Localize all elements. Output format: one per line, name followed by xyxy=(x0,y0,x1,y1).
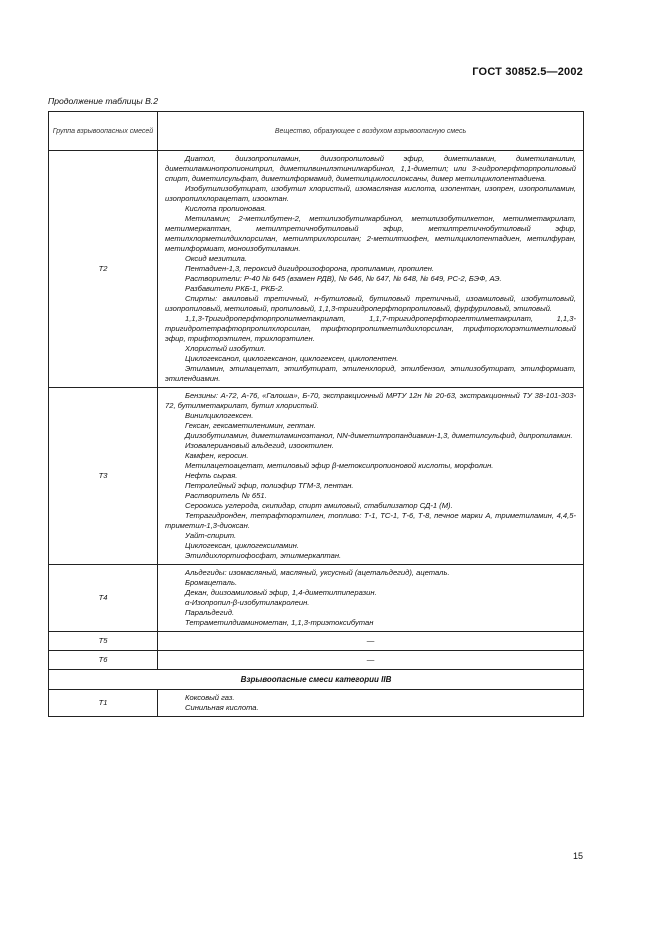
category-heading: Взрывоопасные смеси категории IIB xyxy=(49,670,584,690)
substance-line: Тетраметилдиаминометан, 1,1,3-триэтоксибутан xyxy=(185,618,374,627)
substance-line: Коксовый газ. xyxy=(185,693,235,702)
substance-line: Петролейный эфир, полиэфир ТГМ-3, пентан. xyxy=(185,481,354,490)
substances-cell: — xyxy=(158,632,584,651)
substance-line: Гексан, гексаметиленимин, гептан. xyxy=(185,421,316,430)
table-row-t1 xyxy=(49,690,584,717)
table-header-row xyxy=(49,112,584,151)
page-number: 15 xyxy=(572,851,583,861)
substance-line: 1,1,3-Тригидроперфторпропилметакрилат, 1,1,7-тригидроперфторгептилметакрилат, 1,1,3-тригидротетрафторпропилхлорсилан, трифторпропилметилдихлорсилан, трифторхлорэтилметиловый эфир, трифторэтилен, трихлорэтилен. xyxy=(165,314,576,343)
substance-line: Декан, диизоамиловый эфир, 1,4-диметилпиперазин. xyxy=(185,588,377,597)
group-cell: Т2 xyxy=(49,151,158,388)
substances-cell: — xyxy=(158,651,584,670)
substance-line: Метиламин; 2-метилбутен-2, метилизобутилкарбинол, метилизобутилкетон, метилметакрилат, метилмеркаптан, метилтретичнобутиловый эфир, метилтретичнобутиловый эфир, метилхлорметилдихлорсилан, метилтрихлорсилан; 2-метилтиофен, метилциклопентадиен, метилфуран, метилформиат, монoизобутиламин. xyxy=(165,214,576,253)
table-row-t2 xyxy=(49,151,584,388)
substance-line: Спирты: амиловый третичный, н-бутиловый, бутиловый третичный, изоамиловый, изобутиловый, изопропиловый, метиловый, пропиловый, 1,1,3-тригидроперфторпропиловый, фурфуриловый, этиловый. xyxy=(165,294,576,313)
substances-table xyxy=(48,111,584,717)
substance-line: Изобутилизобутират, изобутил хлористый, изомасляная кислота, изопентан, изопрен, изопропиламин, изопропилхлорацетат, изооктан. xyxy=(165,184,576,203)
substance-line: Бензины: А-72, А-76, «Галоша», Б-70, экстракционный МРТУ 12н № 20-63, экстракционный ТУ 38-101-303-72, бутилметакрилат, бутил хлористый. xyxy=(165,391,576,410)
substance-line: Оксид мезитила. xyxy=(185,254,247,263)
substance-line: Циклогексанол, циклогексанон, циклогексен, циклопентен. xyxy=(185,354,399,363)
substance-line: Хлористый изобутил. xyxy=(185,344,266,353)
group-cell: Т1 xyxy=(49,690,158,717)
substance-line: Уайт-спирит. xyxy=(185,531,237,540)
group-cell: Т6 xyxy=(49,651,158,670)
substance-line: Тетрагидронден, тетрафторэтилен, топливо: Т-1, ТС-1, Т-6, Т-8, печное марки А, триметиламин, 4,4,5-триметил-1,3-диоксан. xyxy=(165,511,576,530)
column-header-substance: Вещество, образующее с воздухом взрывоопасную смесь xyxy=(158,112,584,151)
group-cell: Т4 xyxy=(49,565,158,632)
substances-cell xyxy=(158,565,584,632)
category-row xyxy=(49,670,584,690)
substance-line: Винилциклогексен. xyxy=(185,411,254,420)
substance-line: α-Изопропил-β-изобутилакролеин. xyxy=(185,598,310,607)
substance-line: Изовалериановый альдегид, изооктилен. xyxy=(185,441,334,450)
table-row-t4 xyxy=(49,565,584,632)
table-caption: Продолжение таблицы В.2 xyxy=(48,96,158,106)
substance-line: Бромацеталь. xyxy=(185,578,238,587)
table-row-t5 xyxy=(49,632,584,651)
substance-line: Растворители: Р-40 № 645 (взамен РДВ), № 646, № 647, № 648, № 649, РС-2, БЭФ, АЭ. xyxy=(185,274,502,283)
substance-line: Метилацетоацетат, метиловый эфир β-метоксипропионовой кислоты, морфолин. xyxy=(185,461,494,470)
substance-line: Диизобутиламин, диметиламиноэтанол, NN-диметилпропандиамин-1,3, диметилсульфид, дипропиламин. xyxy=(185,431,573,440)
substance-line: Синильная кислота. xyxy=(185,703,259,712)
substances-cell xyxy=(158,690,584,717)
substance-line: Разбавители РКБ-1, РКБ-2. xyxy=(185,284,284,293)
substance-line: Камфен, керосин. xyxy=(185,451,249,460)
substance-line: Этиламин, этилацетат, этилбутират, этиленхлорид, этилбензол, этилизобутират, этилформиат, этилендиамин. xyxy=(165,364,576,383)
substance-line: Нефть сырая. xyxy=(185,471,238,480)
substance-line: Кислота пропионовая. xyxy=(185,204,267,213)
substances-cell xyxy=(158,388,584,565)
substance-line: Растворитель № 651. xyxy=(185,491,267,500)
substance-line: Пентадиен-1,3, пероксид дигидроизофорона, пропиламин, пропилен. xyxy=(185,264,434,273)
table-row-t6 xyxy=(49,651,584,670)
table-row-t3 xyxy=(49,388,584,565)
substance-line: Циклогексан, циклогексиламин. xyxy=(185,541,299,550)
substances-cell xyxy=(158,151,584,388)
substance-line: Паральдегид. xyxy=(185,608,235,617)
document-header-title: ГОСТ 30852.5—2002 xyxy=(472,66,583,78)
substance-line: Альдегиды: изомасляный, масляный, уксусный (ацетальдегид), ацеталь. xyxy=(185,568,450,577)
column-header-group: Группа взрывоопасных смесей xyxy=(49,112,158,151)
substance-line: Этилдихлортиофосфат, этилмеркаптан. xyxy=(185,551,342,560)
group-cell: Т3 xyxy=(49,388,158,565)
substance-line: Диатол, диизопропиламин, диизопропиловый эфир, диметиламин, диметиланилин, диметиламинопропионитрил, диметилвинилэтинилкарбинол, 1,1-диметил; или 3-гидроперфторпропиловый спирт, диметилсульфат, диметилформамид, диметилциклосилоксаны, димер метилциклопентадиена. xyxy=(165,154,576,183)
substance-line: Сероокись углерода, скипидар, спирт амиловый, стабилизатор СД-1 (М). xyxy=(185,501,453,510)
group-cell: Т5 xyxy=(49,632,158,651)
